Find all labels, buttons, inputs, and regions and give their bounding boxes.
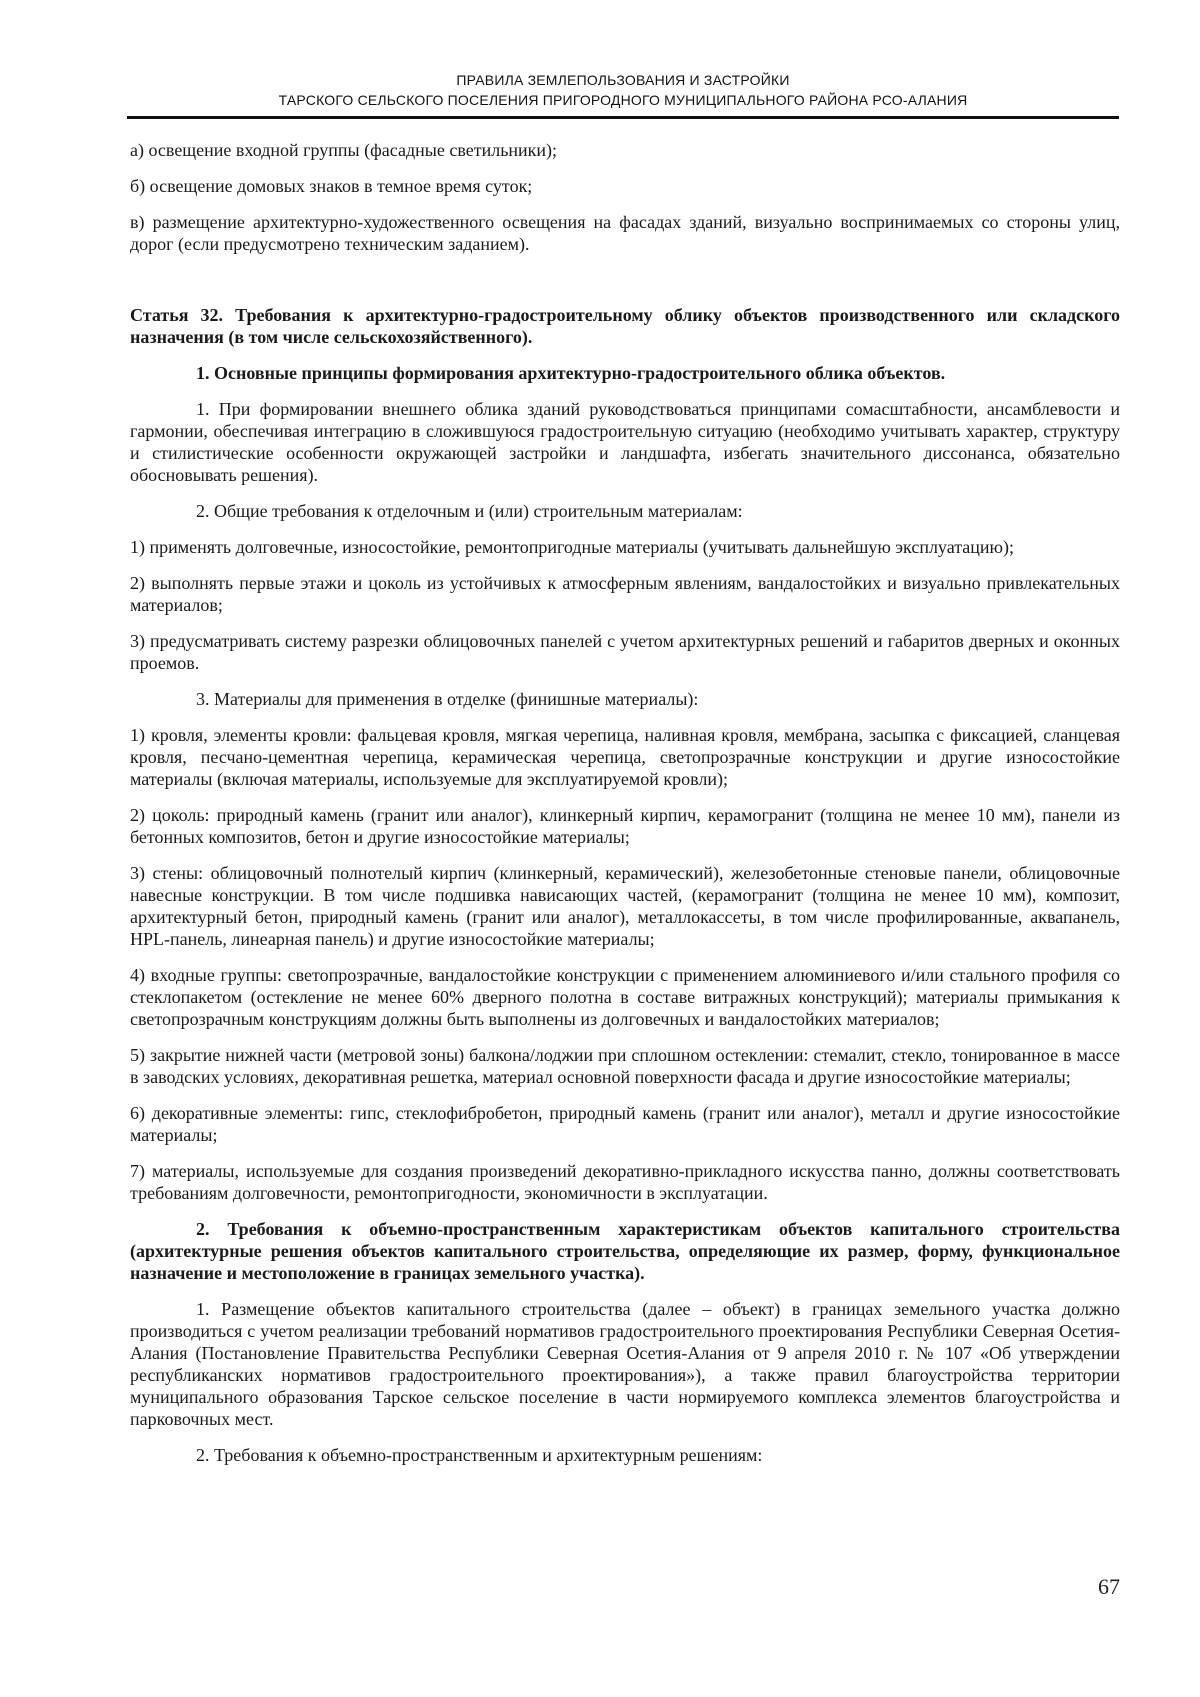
article-heading: Статья 32. Требования к архитектурно-градостроительному облику объектов производственного или складского назначения (в том числе сельскохозяйственного). [130, 305, 1120, 347]
paragraph: 2. Общие требования к отделочным и (или) строительным материалам: [196, 501, 743, 521]
list-item: 4) входные группы: светопрозрачные, вандалостойкие конструкции с применением алюминиевого и/или стального профиля со стеклопакетом (остекление не менее 60% дверного полотна в составе витражных конструкций); материалы примыкания к светопрозрачным конструкциям должны быть выполнены из долговечных и вандалостойких материалов; [130, 965, 1120, 1029]
paragraph: 1. Размещение объектов капитального строительства (далее – объект) в границах земельного участка должно производиться с учетом реализации требований нормативов градостроительного проектирования Республики Северная Осетия-Алания (Постановление Правительства Республики Северная Осетия-Алания от 9 апреля 2010 г. № 107 «Об утверждении республиканских нормативов градостроительного проектирования»), а также правил благоустройства территории муниципального образования Тарское сельское поселение в части нормируемого комплекса элементов благоустройства и парковочных мест. [130, 1299, 1120, 1429]
list-item: 3) стены: облицовочный полнотелый кирпич (клинкерный, керамический), железобетонные стеновые панели, облицовочные навесные конструкции. В том числе подшивка нависающих частей, (керамогранит (толщина не менее 10 мм), композит, архитектурный бетон, природный камень (гранит или аналог), металлокассеты, в том числе профилированные, аквапанель, HPL-панель, линеарная панель) и другие износостойкие материалы; [130, 863, 1120, 949]
running-header [127, 70, 1119, 110]
section-heading: 2. Требования к объемно-пространственным характеристикам объектов капитального строительства (архитектурные решения объектов капитального строительства, определяющие их размер, форму, функциональное назначение и местоположение в границах земельного участка). [130, 1219, 1120, 1283]
list-item: 7) материалы, используемые для создания произведений декоративно-прикладного искусства панно, должны соответствовать требованиям долговечности, ремонтопригодности, экономичности в эксплуатации. [130, 1161, 1120, 1203]
body-text [130, 139, 1120, 1480]
page-number: 67 [1098, 1574, 1120, 1599]
section-heading: 1. Основные принципы формирования архитектурно-градостроительного облика объектов. [196, 363, 946, 383]
section-gap [130, 269, 1120, 304]
paragraph: 3. Материалы для применения в отделке (финишные материалы): [196, 689, 699, 709]
header-line-1: ПРАВИЛА ЗЕМЛЕПОЛЬЗОВАНИЯ И ЗАСТРОЙКИ [456, 72, 790, 88]
list-item: 2) цоколь: природный камень (гранит или аналог), клинкерный кирпич, керамогранит (толщина не менее 10 мм), панели из бетонных композитов, бетон и другие износостойкие материалы; [130, 805, 1120, 847]
paragraph: 1. При формировании внешнего облика зданий руководствоваться принципами сомасштабности, ансамблевости и гармонии, обеспечивая интеграцию в сложившуюся градостроительную ситуацию (необходимо учитывать характер, структуру и стилистические особенности окружающей застройки и ландшафта, избегать значительного диссонанса, обязательно обосновывать решения). [130, 399, 1120, 485]
paragraph: 2. Требования к объемно-пространственным и архитектурным решениям: [196, 1445, 763, 1465]
paragraph: а) освещение входной группы (фасадные светильники); [130, 140, 558, 160]
list-item: 5) закрытие нижней части (метровой зоны) балкона/лоджии при сплошном остеклении: стемалит, стекло, тонированное в массе в заводских условиях, декоративная решетка, материал основной поверхности фасада и другие износостойкие материалы; [130, 1045, 1120, 1087]
list-item: 3) предусматривать систему разрезки облицовочных панелей с учетом архитектурных решений и габаритов дверных и оконных проемов. [130, 631, 1120, 673]
header-line-2: ТАРСКОГО СЕЛЬСКОГО ПОСЕЛЕНИЯ ПРИГОРОДНОГО МУНИЦИПАЛЬНОГО РАЙОНА РСО-АЛАНИЯ [278, 92, 968, 108]
paragraph: в) размещение архитектурно-художественного освещения на фасадах зданий, визуально воспринимаемых со стороны улиц, дорог (если предусмотрено техническим заданием). [130, 212, 1120, 254]
list-item: 2) выполнять первые этажи и цоколь из устойчивых к атмосферным явлениям, вандалостойких и визуально привлекательных материалов; [130, 573, 1120, 615]
list-item: 1) кровля, элементы кровли: фальцевая кровля, мягкая черепица, наливная кровля, мембрана, засыпка с фиксацией, сланцевая кровля, песчано-цементная черепица, керамическая черепица, светопрозрачные конструкции и другие износостойкие материалы (включая материалы, используемые для эксплуатируемой кровли); [130, 725, 1120, 789]
list-item: 6) декоративные элементы: гипс, стеклофибробетон, природный камень (гранит или аналог), металл и другие износостойкие материалы; [130, 1103, 1120, 1145]
list-item: 1) применять долговечные, износостойкие, ремонтопригодные материалы (учитывать дальнейшую эксплуатацию); [130, 537, 1015, 557]
header-rule [127, 116, 1119, 119]
paragraph: б) освещение домовых знаков в темное время суток; [130, 176, 533, 196]
